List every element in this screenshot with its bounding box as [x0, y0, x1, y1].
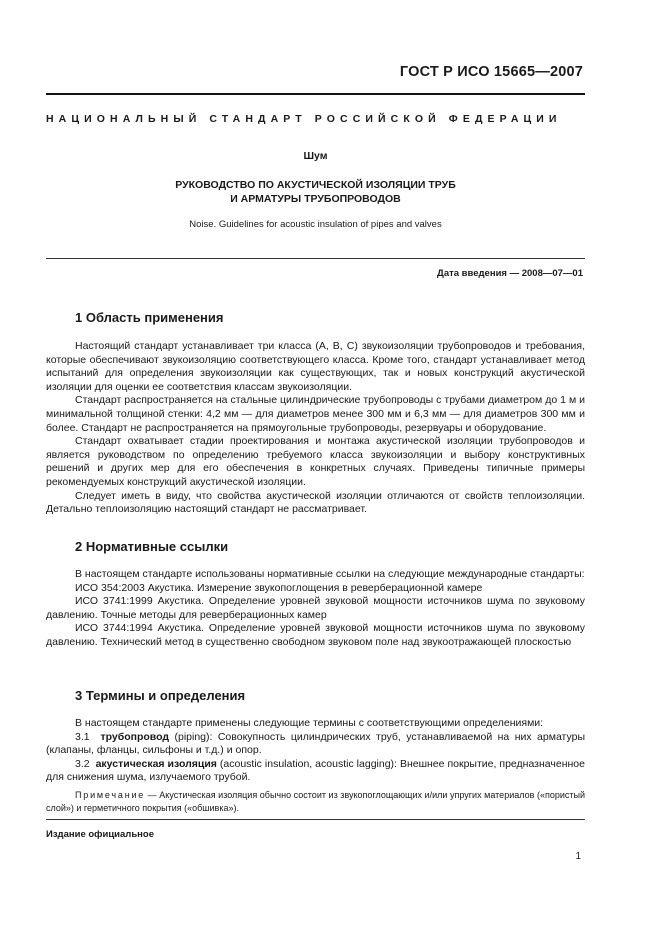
section-1-paragraph: Стандарт охватывает стадии проектирования и монтажа акустической изоляции трубопроводов и является руководством по определению требуемого класса звукоизоляции и выбору конструктивных решений и других мер для его обеспечения в конкретных случаях. Приведены типичные примеры рекомендуемых конструкций акустической изоляции. [46, 435, 585, 488]
section-3-intro: В настоящем стандарте применены следующие термины с соответствующими определениями: [75, 717, 544, 729]
title-line-1: РУКОВОДСТВО ПО АКУСТИЧЕСКОЙ ИЗОЛЯЦИИ ТРУБ [175, 179, 456, 191]
term-definition-acoustic-insulation [46, 758, 585, 785]
normative-reference: ИСО 354:2003 Акустика. Измерение звукопоглощения в реверберационной камере [75, 581, 483, 594]
term-name: акустическая изоляция [95, 757, 217, 770]
title-divider [46, 258, 585, 259]
section-3-body [46, 717, 585, 785]
term-definition-piping [46, 731, 585, 758]
section-1-heading: 1 Область применения [75, 310, 224, 325]
top-divider [46, 93, 585, 95]
section-2-heading: 2 Нормативные ссылки [75, 539, 229, 554]
document-title [46, 178, 585, 206]
official-edition-label: Издание официальное [46, 829, 154, 840]
title-line-2: И АРМАТУРЫ ТРУБОПРОВОДОВ [230, 193, 401, 205]
section-1-paragraph: Следует иметь в виду, что свойства акустической изоляции отличаются от свойств теплоизоляции. Детально теплоизоляцию настоящий стандарт не рассматривает. [46, 489, 585, 516]
term-name: трубопровод [100, 730, 170, 743]
page-number: 1 [575, 851, 581, 862]
english-title: Noise. Guidelines for acoustic insulation of pipes and valves [189, 219, 442, 230]
term-text: (piping): Совокупность цилиндрических труб, устанавливаемой на них арматуры (клапаны, фланцы, сильфоны и т.д.) и опор. [46, 730, 585, 757]
section-1-paragraph: Стандарт распространяется на стальные цилиндрические трубопроводы с трубами диаметром до 1 м и минимальной толщиной стенки: 4,2 мм — для диаметров менее 300 мм и 6,3 мм — для диаметров 300 мм и более. Стандарт не распространяется на прямоугольные трубопроводы, резервуары и оборудование. [46, 394, 585, 434]
normative-reference: ИСО 3744:1994 Акустика. Определение уровней звуковой мощности источников шума по звуковому давлению. Технический метод в существенно свободном звуковом поле над звукоотражающей плоскостью [46, 622, 585, 648]
section-2-body [46, 568, 585, 650]
section-2-intro: В настоящем стандарте использованы нормативные ссылки на следующие международные стандарты: [75, 568, 585, 580]
subject-heading: Шум [303, 150, 328, 162]
section-1-body [46, 340, 585, 517]
normative-reference: ИСО 3741:1999 Акустика. Определение уровней звуковой мощности источников шума по звуковому давлению. Точные методы для реверберационных камер [46, 595, 585, 621]
term-text: (acoustic insulation, acoustic lagging): Внешнее покрытие, предназначенное для снижения шума, излучаемого трубой. [46, 757, 585, 784]
footer-divider [46, 819, 585, 820]
note-block [46, 789, 585, 815]
note-text: — Акустическая изоляция обычно состоит из звукопоглощающих и/или упругих материалов («пористый слой») и герметичного покрытия («обшивка»). [46, 790, 585, 813]
term-number: 3.2 [75, 757, 90, 770]
national-standard-banner: НАЦИОНАЛЬНЫЙ СТАНДАРТ РОССИЙСКОЙ ФЕДЕРАЦИИ [46, 113, 562, 125]
section-3-heading: 3 Термины и определения [75, 688, 246, 703]
standard-code: ГОСТ Р ИСО 15665—2007 [399, 64, 583, 80]
term-number: 3.1 [75, 730, 90, 743]
section-1-paragraph: Настоящий стандарт устанавливает три класса (А, В, С) звукоизоляции трубопроводов и требования, которые обеспечивают звукоизоляцию соответствующего класса. Кроме того, стандарт устанавливает метод испытаний для определения звукоизоляции как существующих, так и новых конструкций акустической изоляции для оценки ее соответствия классам звукоизоляции. [46, 340, 585, 393]
introduction-date: Дата введения — 2008—07—01 [437, 268, 583, 279]
note-label: Примечание [75, 790, 146, 800]
